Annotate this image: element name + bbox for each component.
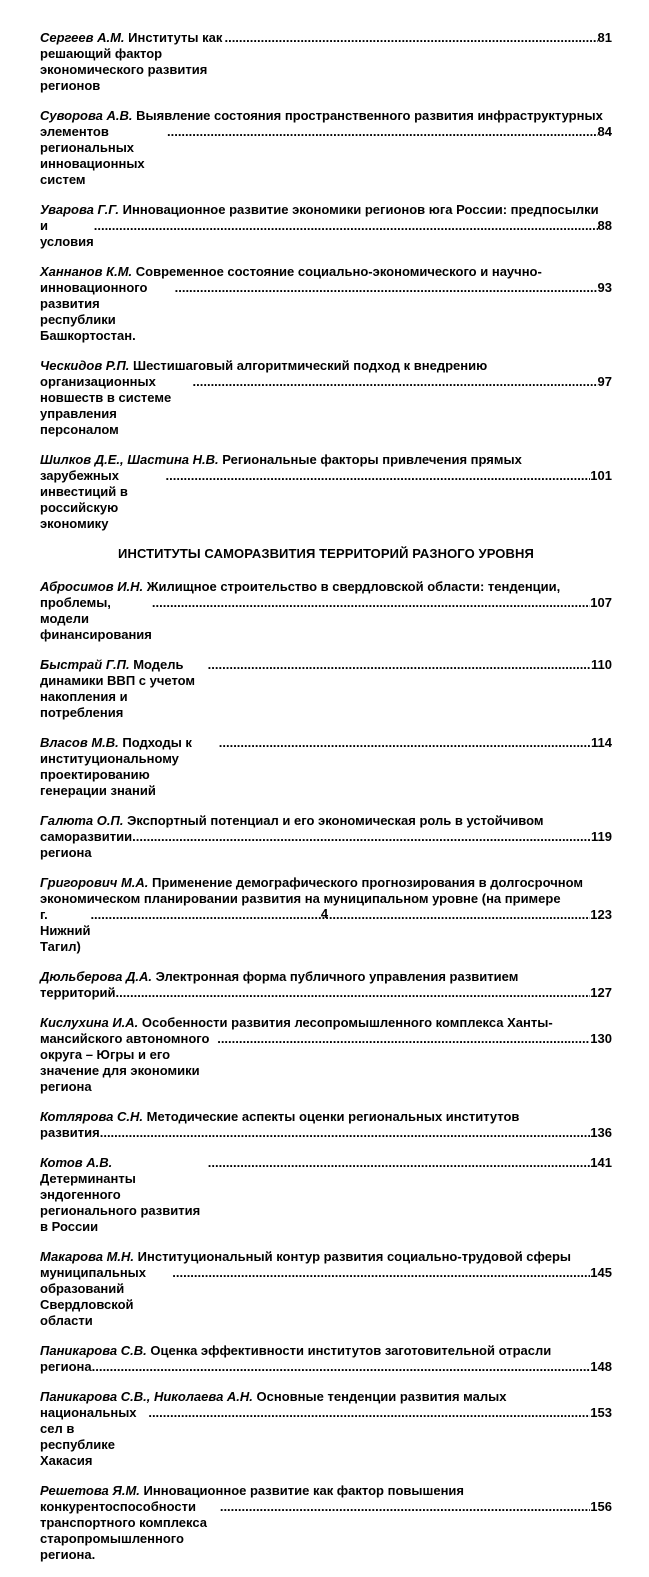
entry-title: Методические аспекты оценки региональных институтов: [146, 1109, 520, 1124]
entry-title: Выявление состояния пространственного развития инфраструктурных: [136, 108, 603, 123]
toc-entry: [40, 813, 612, 861]
entry-title: Применение демографического прогнозирования в долгосрочном: [152, 875, 583, 890]
toc-entry: [40, 202, 612, 250]
toc-entry: [40, 735, 612, 799]
entry-page-number: 136: [590, 1125, 612, 1140]
entry-title: Основные тенденции развития малых: [256, 1389, 507, 1404]
toc-entry: [40, 579, 612, 643]
entry-author: Шилков Д.Е., Шастина Н.В.: [40, 452, 219, 467]
entry-title: Институциональный контур развития социально-трудовой сферы: [137, 1249, 572, 1264]
leader-dots: [148, 1405, 590, 1421]
entry-title: Современное состояние социально-экономического и научно-: [135, 264, 542, 279]
entry-title: Подходы к институциональному проектированию генерации знаний: [40, 735, 192, 798]
leader-dots: [152, 595, 590, 611]
toc-entry: [40, 1389, 612, 1469]
table-of-contents: [40, 30, 612, 1577]
toc-entry: [40, 1015, 612, 1095]
toc-entry: [40, 1155, 612, 1235]
entry-author: Власов М.В.: [40, 735, 119, 750]
entry-title: Региональные факторы привлечения прямых: [222, 452, 522, 467]
entry-title: Инновационное развитие экономики регионов юга России: предпосылки: [122, 202, 599, 217]
toc-entry: [40, 264, 612, 344]
leader-dots: [132, 829, 591, 845]
entry-author: Уварова Г.Г.: [40, 202, 120, 217]
entry-title-continued: элементов региональных инновационных систем: [40, 124, 145, 187]
entry-author: Кислухина И.А.: [40, 1015, 139, 1030]
toc-entry: [40, 452, 612, 532]
entry-title-continued: экономическом планировании развития на муниципальном уровне (на примере: [40, 891, 561, 906]
entry-title: Оценка эффективности институтов заготовительной отрасли: [150, 1343, 552, 1358]
entry-title-continued: саморазвитии региона: [40, 829, 133, 860]
entry-author: Суворова А.В.: [40, 108, 133, 123]
leader-dots: [217, 1031, 590, 1047]
leader-dots: [92, 1359, 591, 1375]
entry-page-number: 130: [590, 1031, 612, 1046]
entry-title-continued: г. Нижний Тагил): [40, 907, 91, 954]
toc-entry: [40, 30, 612, 94]
entry-author: Абросимов И.Н.: [40, 579, 144, 594]
leader-dots: [219, 735, 591, 751]
leader-dots: [224, 30, 597, 46]
entry-page-number: 127: [590, 985, 612, 1000]
entry-page-number: 145: [590, 1265, 612, 1280]
entry-title-continued: и условия: [40, 218, 94, 249]
page-number: 4: [320, 906, 329, 921]
entry-author: Григорович М.А.: [40, 875, 149, 890]
entry-title: Экспортный потенциал и его экономическая роль в устойчивом: [127, 813, 544, 828]
leader-dots: [175, 280, 598, 296]
entry-author: Ханнанов К.М.: [40, 264, 133, 279]
entry-list-b: [40, 579, 612, 1563]
toc-entry: [40, 1483, 612, 1563]
leader-dots: [208, 657, 591, 673]
entry-author: Котлярова С.Н.: [40, 1109, 143, 1124]
entry-title: Институты как решающий фактор экономического развития регионов: [40, 30, 223, 93]
entry-author: Галюта О.П.: [40, 813, 124, 828]
toc-entry: [40, 657, 612, 721]
entry-list-a: [40, 30, 612, 532]
entry-title-continued: организационных новшеств в системе управления персоналом: [40, 374, 172, 437]
entry-page-number: 93: [597, 280, 612, 295]
entry-title-continued: развития: [40, 1125, 100, 1140]
leader-dots: [116, 985, 591, 1001]
entry-page-number: 119: [591, 829, 612, 844]
entry-page-number: 141: [590, 1155, 612, 1170]
entry-title: Детерминанты эндогенного регионального развития в России: [40, 1171, 201, 1234]
entry-title: Электронная форма публичного управления развитием: [155, 969, 519, 984]
entry-title: Шестишаговый алгоритмический подход к внедрению: [133, 358, 488, 373]
toc-entry: [40, 108, 612, 188]
leader-dots: [208, 1155, 591, 1171]
entry-title-continued: муниципальных образований Свердловской области: [40, 1265, 147, 1328]
leader-dots: [172, 1265, 590, 1281]
entry-author: Решетова Я.М.: [40, 1483, 140, 1498]
entry-page-number: 101: [590, 468, 612, 483]
entry-page-number: 148: [590, 1359, 612, 1374]
entry-author: Сергеев А.М.: [40, 30, 125, 45]
entry-page-number: 110: [591, 657, 612, 672]
leader-dots: [100, 1125, 591, 1141]
entry-page-number: 123: [590, 907, 612, 922]
entry-title-continued: территорий: [40, 985, 116, 1000]
entry-title: Жилищное строительство в свердловской области: тенденции,: [146, 579, 561, 594]
entry-title-continued: национальных сел в республике Хакасия: [40, 1405, 137, 1468]
toc-entry: [40, 1249, 612, 1329]
leader-dots: [167, 124, 598, 140]
entry-page-number: 114: [591, 735, 612, 750]
entry-title: Модель динамики ВВП с учетом накопления и потребления: [40, 657, 196, 720]
entry-page-number: 81: [597, 30, 612, 45]
entry-author: Макарова М.Н.: [40, 1249, 135, 1264]
entry-title-continued: инновационного развития республики Башкортостан.: [40, 280, 148, 343]
entry-title-continued: конкурентоспособности транспортного комплекса старопромышленного региона.: [40, 1499, 207, 1562]
entry-page-number: 156: [590, 1499, 612, 1514]
leader-dots: [166, 468, 591, 484]
entry-page-number: 88: [597, 218, 612, 233]
entry-title-continued: региона: [40, 1359, 92, 1374]
entry-title-continued: проблемы, модели финансирования: [40, 595, 152, 642]
leader-dots: [193, 374, 598, 390]
toc-entry: [40, 358, 612, 438]
entry-author: Дюльберова Д.А.: [40, 969, 152, 984]
entry-page-number: 97: [597, 374, 612, 389]
entry-page-number: 153: [590, 1405, 612, 1420]
entry-author: Быстрай Г.П.: [40, 657, 130, 672]
section-title: ИНСТИТУТЫ САМОРАЗВИТИЯ ТЕРРИТОРИЙ РАЗНОГО УРОВНЯ: [118, 546, 534, 561]
entry-author: Паникарова С.В., Николаева А.Н.: [40, 1389, 253, 1404]
entry-title-continued: мансийского автономного округа – Югры и его значение для экономики региона: [40, 1031, 210, 1094]
entry-title: Инновационное развитие как фактор повышения: [143, 1483, 464, 1498]
entry-page-number: 84: [597, 124, 612, 139]
leader-dots: [94, 218, 598, 234]
toc-entry: [40, 1109, 612, 1141]
entry-author: Паникарова С.В.: [40, 1343, 147, 1358]
entry-author: Котов А.В.: [40, 1155, 113, 1170]
toc-entry: [40, 1343, 612, 1375]
entry-author: Ческидов Р.П.: [40, 358, 130, 373]
leader-dots: [220, 1499, 590, 1515]
entry-title-continued: зарубежных инвестиций в российскую экономику: [40, 468, 128, 531]
entry-title: Особенности развития лесопромышленного комплекса Ханты-: [141, 1015, 553, 1030]
entry-page-number: 107: [590, 595, 612, 610]
toc-entry: [40, 969, 612, 1001]
